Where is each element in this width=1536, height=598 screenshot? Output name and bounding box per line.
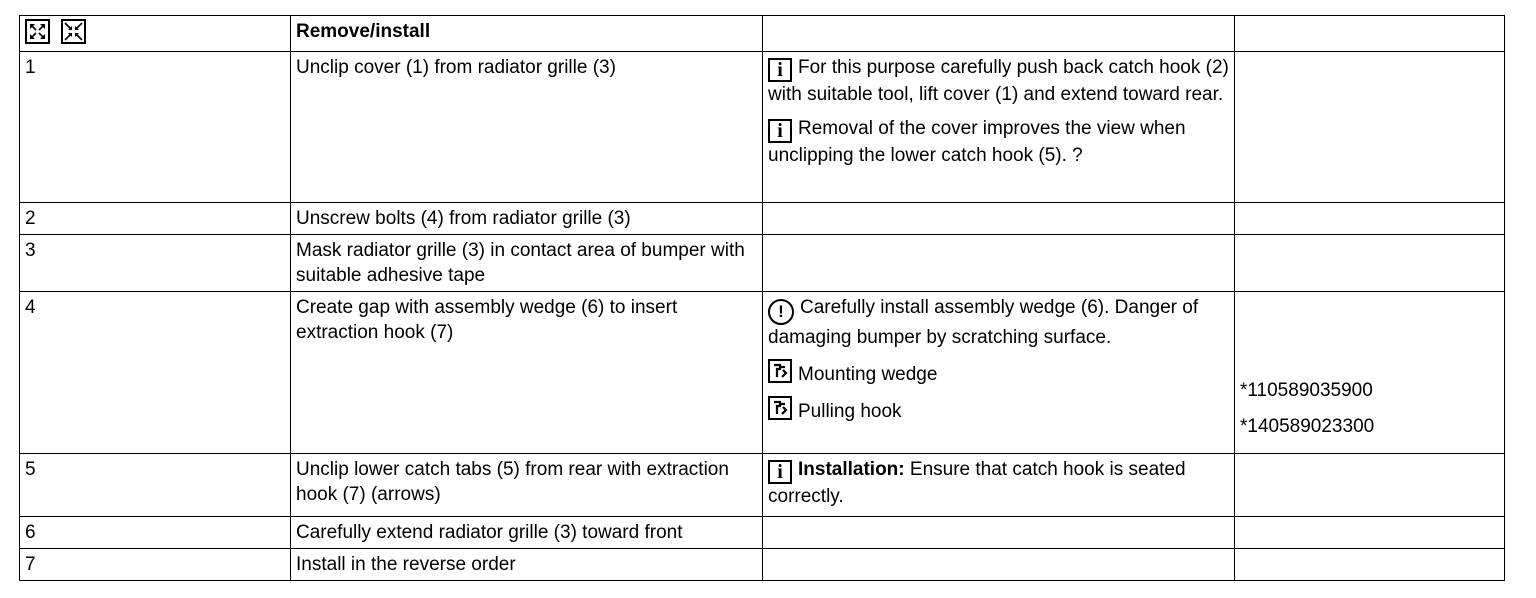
note-text: Ensure that catch hook is seated correctly.	[768, 459, 1186, 507]
caution-icon: !	[768, 299, 794, 325]
step-action: Unclip lower catch tabs (5) from rear with extraction hook (7) (arrows)	[291, 454, 763, 517]
part-number-cell	[1235, 235, 1505, 292]
table-row	[20, 235, 1505, 292]
table-row	[20, 454, 1505, 517]
step-action: Carefully extend radiator grille (3) toward front	[291, 517, 763, 549]
note	[768, 295, 1229, 350]
step-number: 1	[20, 52, 291, 203]
note	[768, 396, 1229, 424]
part-number-cell	[1235, 549, 1505, 581]
note-text: For this purpose carefully push back catch hook (2) with suitable tool, lift cover (1) and extend toward rear.	[768, 57, 1229, 105]
tool-name: Pulling hook	[798, 401, 902, 422]
table-row	[20, 52, 1505, 203]
note-text: Removal of the cover improves the view when unclipping the lower catch hook (5). ?	[768, 118, 1186, 166]
note-lead: Installation:	[798, 459, 905, 480]
table-row	[20, 517, 1505, 549]
table-row	[20, 292, 1505, 454]
step-notes	[763, 235, 1235, 292]
part-number-cell	[1235, 203, 1505, 235]
table-row	[20, 549, 1505, 581]
info-icon: i	[768, 460, 792, 484]
expand-icon[interactable]	[25, 19, 50, 44]
note-text: Carefully install assembly wedge (6). Danger of damaging bumper by scratching surface.	[768, 297, 1199, 348]
note	[768, 116, 1229, 168]
collapse-icon[interactable]	[61, 19, 86, 44]
step-notes	[763, 292, 1235, 454]
header-title: Remove/install	[291, 16, 763, 52]
note	[768, 55, 1229, 107]
info-icon: i	[768, 119, 792, 143]
step-action: Create gap with assembly wedge (6) to insert extraction hook (7)	[291, 292, 763, 454]
tool-name: Mounting wedge	[798, 364, 938, 385]
table-row	[20, 203, 1505, 235]
step-number: 3	[20, 235, 291, 292]
procedure-table	[19, 15, 1505, 581]
tool-icon	[768, 359, 792, 383]
step-number: 6	[20, 517, 291, 549]
header-empty-cell	[763, 16, 1235, 52]
step-notes	[763, 549, 1235, 581]
step-action: Unclip cover (1) from radiator grille (3)	[291, 52, 763, 203]
step-number: 5	[20, 454, 291, 517]
part-number-cell	[1235, 52, 1505, 203]
step-action: Install in the reverse order	[291, 549, 763, 581]
header-empty-cell	[1235, 16, 1505, 52]
part-number-cell	[1235, 454, 1505, 517]
step-number: 4	[20, 292, 291, 454]
part-number: *110589035900	[1240, 380, 1373, 401]
part-number-cell	[1235, 517, 1505, 549]
note	[768, 457, 1229, 509]
note	[768, 359, 1229, 387]
header-icons-cell	[20, 16, 291, 52]
step-action: Mask radiator grille (3) in contact area of bumper with suitable adhesive tape	[291, 235, 763, 292]
info-icon: i	[768, 58, 792, 82]
step-action: Unscrew bolts (4) from radiator grille (3)	[291, 203, 763, 235]
step-notes	[763, 517, 1235, 549]
step-number: 7	[20, 549, 291, 581]
step-notes	[763, 203, 1235, 235]
step-notes	[763, 454, 1235, 517]
part-number-cell	[1235, 292, 1505, 454]
table-header-row	[20, 16, 1505, 52]
step-notes	[763, 52, 1235, 203]
tool-icon	[768, 396, 792, 420]
part-number: *140589023300	[1240, 416, 1375, 437]
step-number: 2	[20, 203, 291, 235]
